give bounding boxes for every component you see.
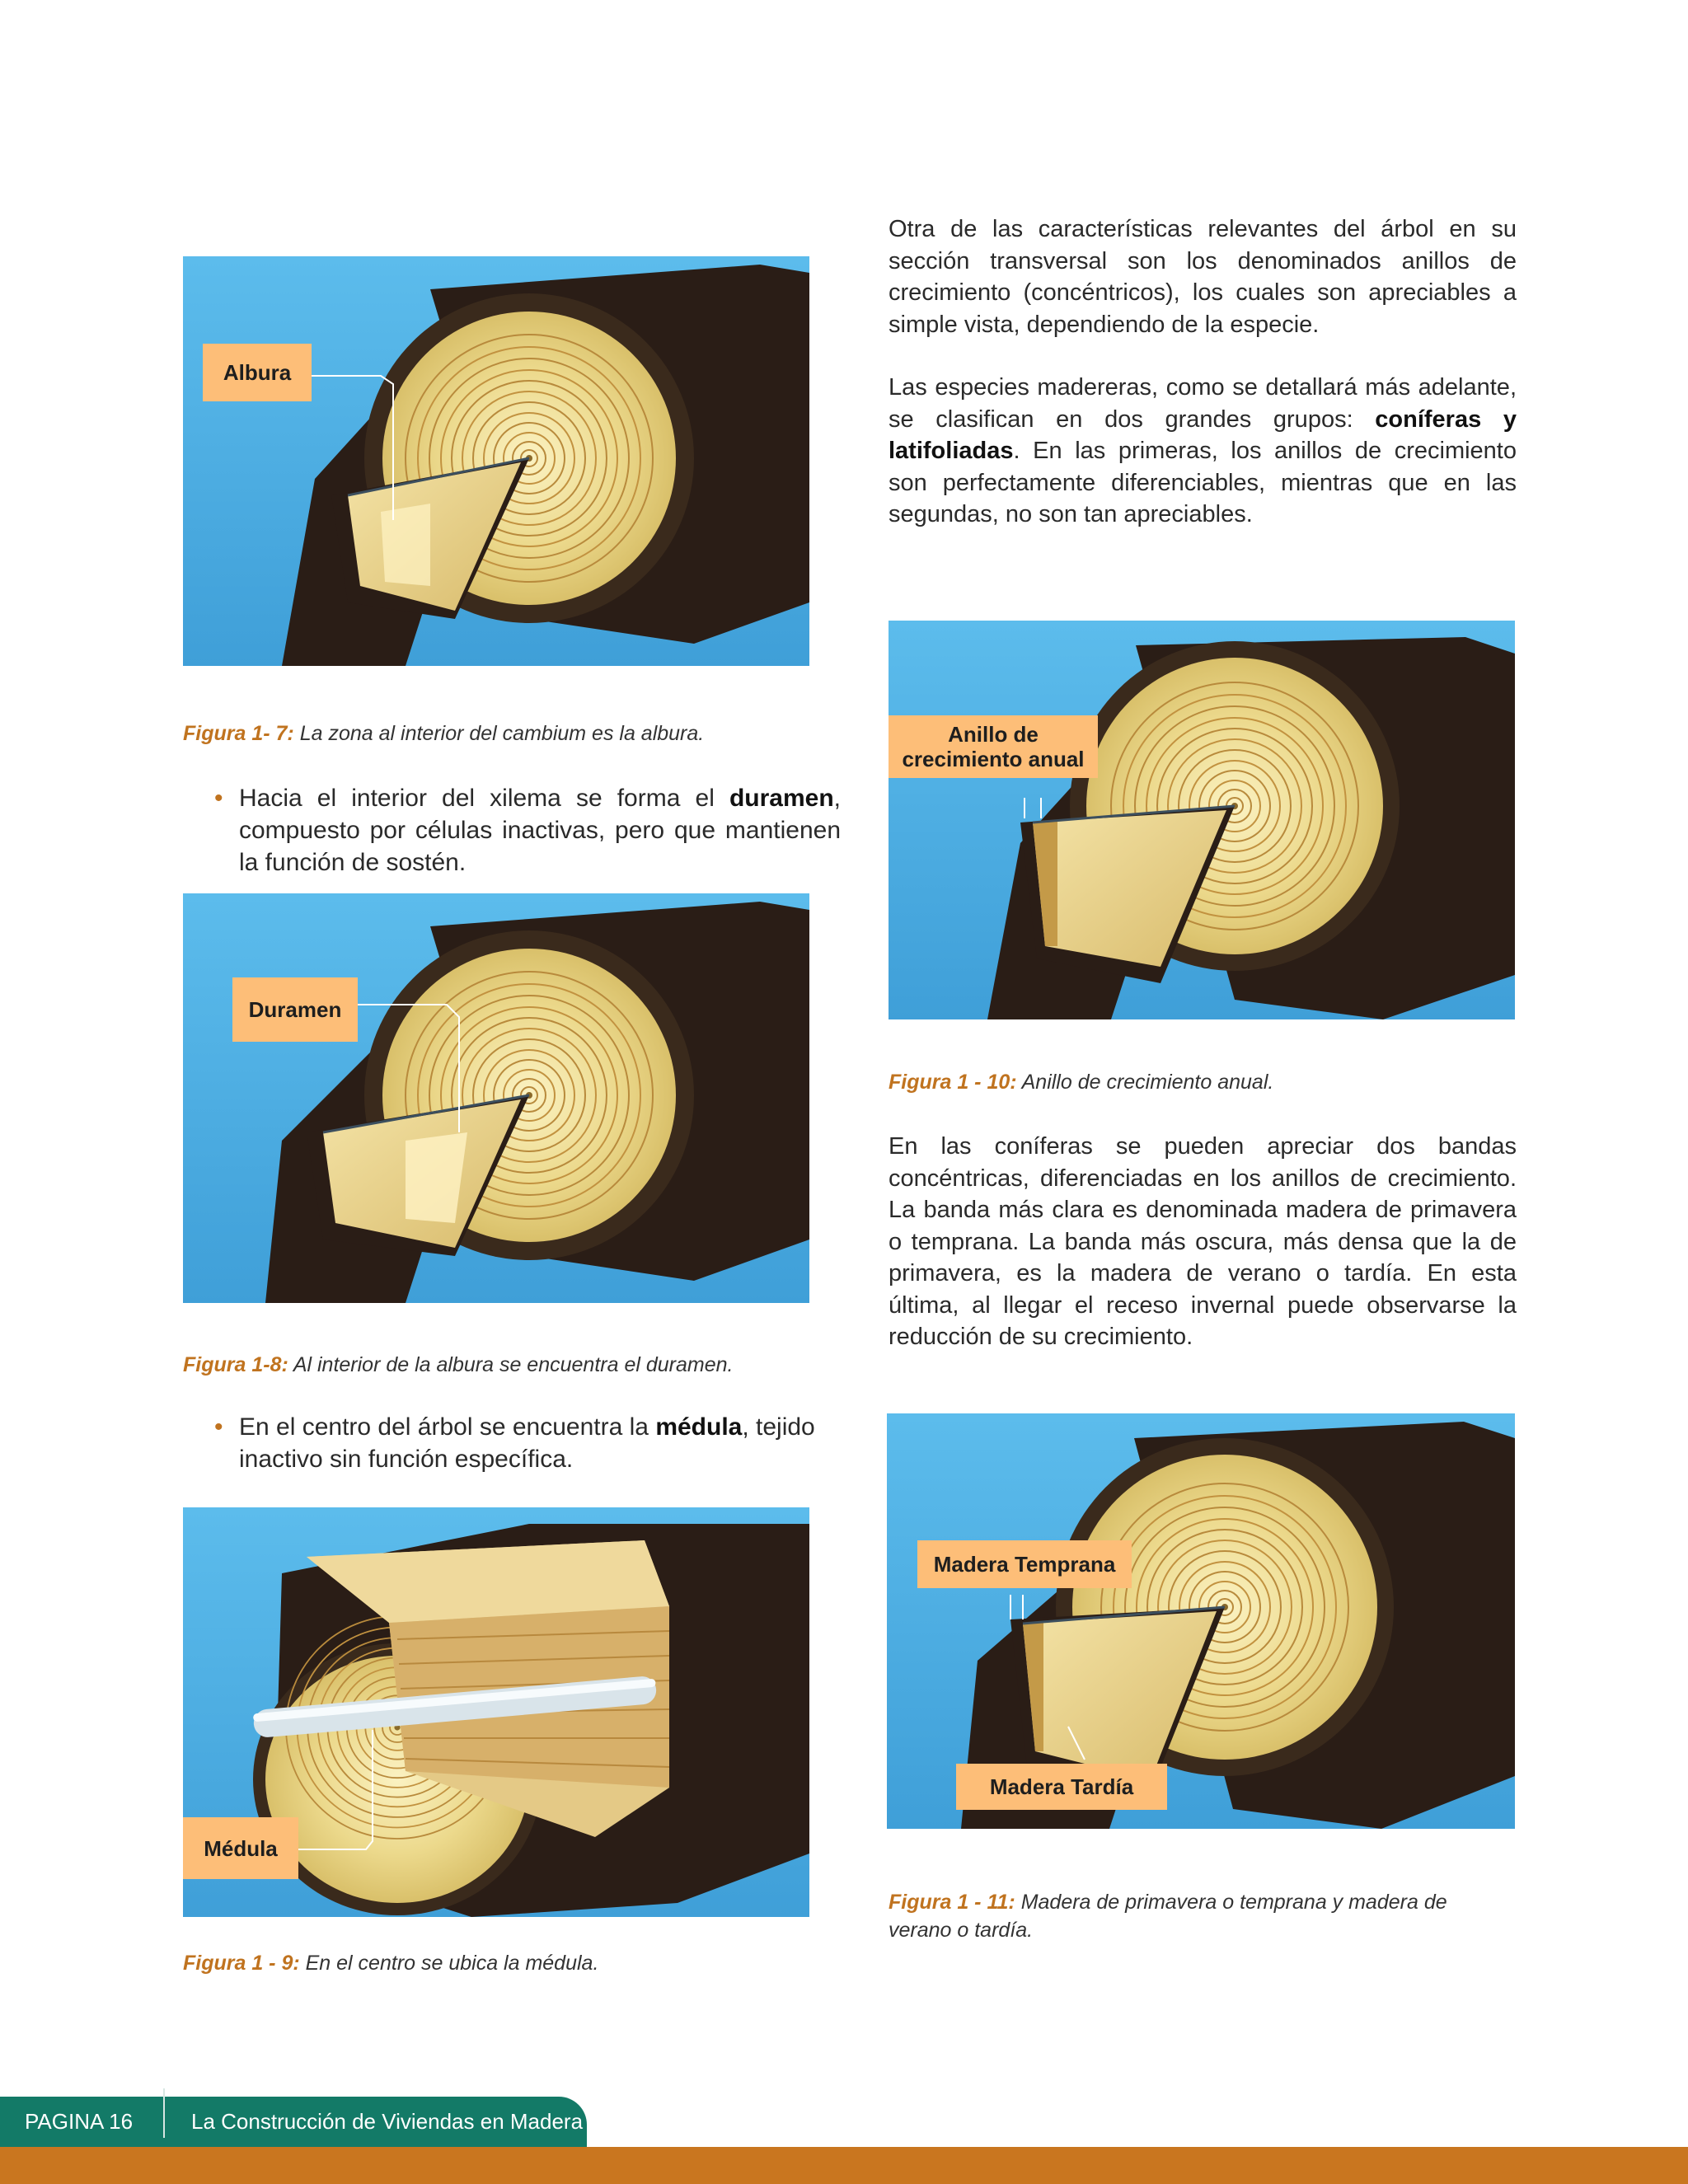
figure-duramen-photo [183, 893, 809, 1303]
coniferas-paragraph: En las coníferas se pueden apreciar dos bandas concéntricas, diferenciadas en los anillos de crecimiento. La banda más clara es denominada madera de primavera o temprana. La banda más oscura, más densa que la de primavera, es la madera de verano o tardía. En esta última, al llegar el receso invernal puede observarse la reducción de su crecimiento. [889, 1133, 1517, 1350]
medula-label: Médula [183, 1817, 298, 1879]
figure-1-7-caption [183, 719, 809, 748]
figure-1-11-number: Figura 1 - 11: [889, 1891, 1015, 1914]
footer-divider [163, 2088, 165, 2138]
madera-tardia-label: Madera Tardía [956, 1764, 1167, 1810]
intro-paragraph: Otra de las características relevantes del árbol en su sección transversal son los denominados anillos de crecimiento (concéntricos), los cuales son apreciables a simple vista, dependiendo de la especie. [889, 216, 1517, 338]
bullet-medula-end: , tejido inactivo sin función específica. [239, 1413, 815, 1473]
book-title: La Construcción de Viviendas en Madera [191, 2109, 584, 2134]
figure-1-11-text: Madera de primavera o temprana y madera de verano o tardía. [889, 1891, 1447, 1942]
species-paragraph-end: . En las primeras, los anillos de crecimiento son perfectamente diferenciables, mientras que en las segundas, no son tan apreciables. [889, 438, 1517, 527]
page-number: PAGINA 16 [25, 2109, 134, 2134]
bullet-duramen-end: , compuesto por células inactivas, pero que mantienen la función de sostén. [239, 785, 841, 876]
medula-bold: médula [655, 1413, 743, 1441]
figure-1-10-caption [889, 1068, 1515, 1096]
figure-1-10-text: Anillo de crecimiento anual. [1016, 1071, 1274, 1094]
bullet-duramen-start: Hacia el interior del xilema se forma el [239, 785, 729, 812]
bullet-dot-icon: • [214, 785, 223, 812]
figure-1-9-caption [183, 1949, 809, 1977]
bullet-medula [209, 1411, 841, 1475]
figure-1-10-number: Figura 1 - 10: [889, 1071, 1017, 1094]
figure-anillo-photo [889, 621, 1515, 1019]
species-paragraph [889, 372, 1517, 531]
figure-1-8-text: Al interior de la albura se encuentra el duramen. [288, 1353, 734, 1376]
anillo-label: Anillo de crecimiento anual [889, 715, 1098, 778]
figure-1-8-caption [183, 1351, 826, 1379]
species-groups-bold: coníferas y latifoliadas [889, 405, 1517, 464]
figure-1-11-caption [889, 1888, 1515, 1944]
albura-label: Albura [203, 344, 312, 401]
figure-albura-photo [183, 256, 809, 666]
figure-1-7-text: La zona al interior del cambium es la albura. [293, 722, 705, 745]
duramen-bold: duramen [729, 785, 834, 812]
footer-bar [0, 2147, 1688, 2184]
species-paragraph-start: Las especies madereras, como se detallará más adelante, se clasifican en dos grandes grupos: [889, 374, 1517, 433]
bullet-medula-start: En el centro del árbol se encuentra la [239, 1413, 656, 1441]
figure-1-9-number: Figura 1 - 9: [183, 1952, 300, 1975]
bullet-dot-icon: • [214, 1413, 223, 1441]
madera-temprana-label: Madera Temprana [917, 1540, 1132, 1588]
figure-1-8-number: Figura 1-8: [183, 1353, 288, 1376]
figure-1-9-text: En el centro se ubica la médula. [299, 1952, 599, 1975]
bullet-duramen [209, 782, 841, 879]
figure-1-7-number: Figura 1- 7: [183, 722, 294, 745]
duramen-label: Duramen [232, 977, 358, 1042]
